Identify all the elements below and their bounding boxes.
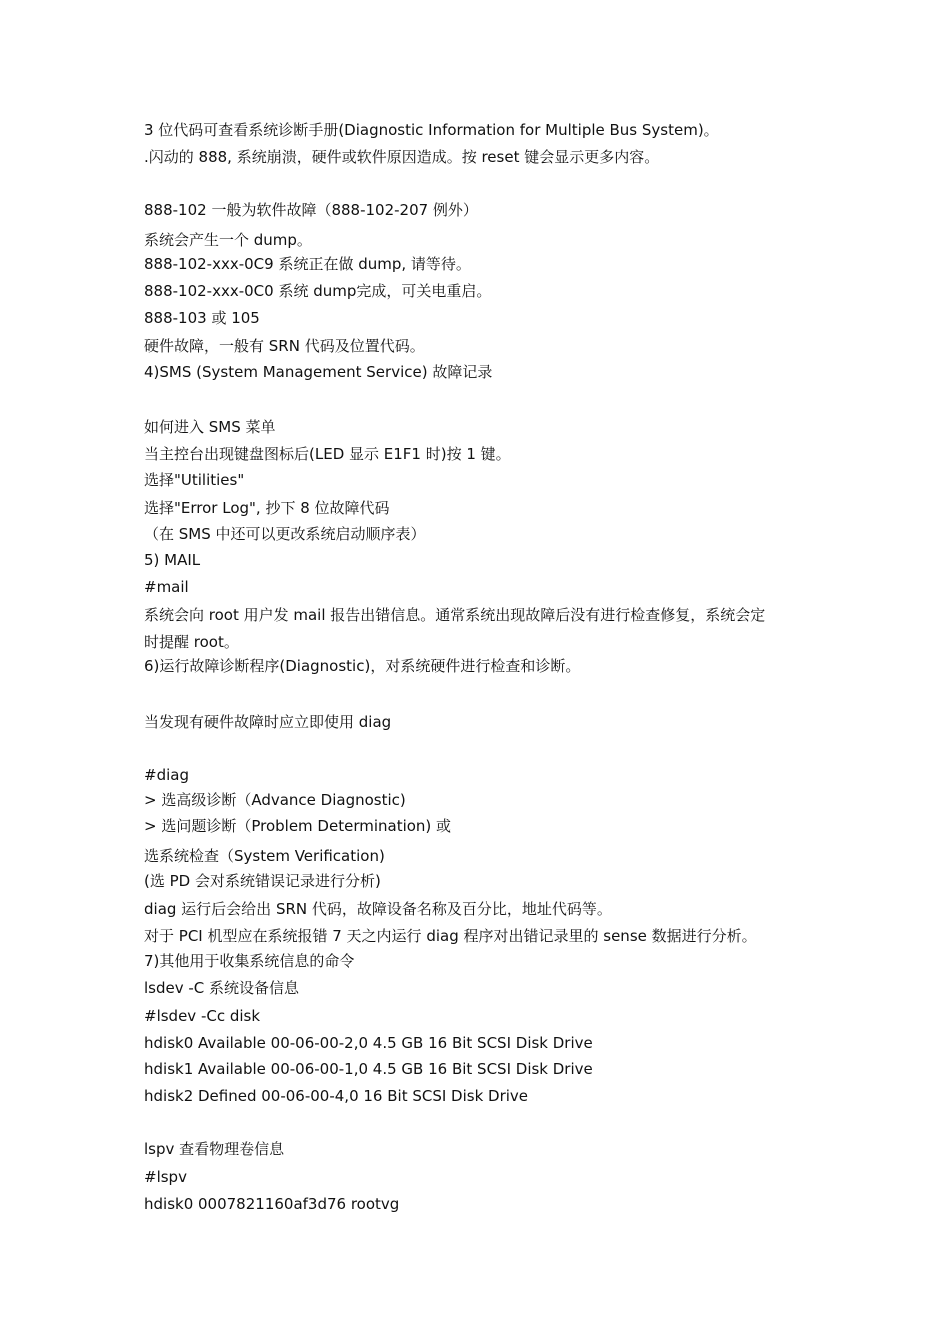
text-line: lsdev -C 系统设备信息 (144, 979, 300, 997)
text-line: (选 PD 会对系统错误记录进行分析) (144, 872, 381, 890)
text-line: 888-102-xxx-0C0 系统 dump完成，可关电重启。 (144, 282, 492, 300)
text-line: 选择"Error Log", 抄下 8 位故障代码 (144, 499, 390, 517)
text-line: 7)其他用于收集系统信息的命令 (144, 952, 355, 970)
text-line: diag 运行后会给出 SRN 代码，故障设备名称及百分比，地址代码等。 (144, 900, 612, 918)
text-line: 当发现有硬件故障时应立即使用 diag (144, 713, 392, 731)
text-line: #lsdev -Cc disk (144, 1007, 261, 1025)
text-line: 时提醒 root。 (144, 633, 239, 651)
text-line: 888-102-xxx-0C9 系统正在做 dump, 请等待。 (144, 255, 471, 273)
text-line: 888-103 或 105 (144, 309, 260, 327)
text-line: 选系统检查（System Verification) (144, 847, 385, 865)
text-line: 3 位代码可查看系统诊断手册(Diagnostic Information for Multiple Bus System)。 (144, 121, 719, 139)
text-line: 如何进入 SMS 菜单 (144, 418, 276, 436)
text-line: 4)SMS (System Management Service) 故障记录 (144, 363, 493, 381)
text-line: hdisk0 Available 00-06-00-2,0 4.5 GB 16 Bit SCSI Disk Drive (144, 1034, 593, 1052)
text-line: 对于 PCI 机型应在系统报错 7 天之内运行 diag 程序对出错记录里的 sense 数据进行分析。 (144, 927, 757, 945)
text-line: lspv 查看物理卷信息 (144, 1140, 285, 1158)
text-line: hdisk2 Defined 00-06-00-4,0 16 Bit SCSI Disk Drive (144, 1087, 529, 1105)
text-line: hdisk1 Available 00-06-00-1,0 4.5 GB 16 Bit SCSI Disk Drive (144, 1060, 593, 1078)
text-line: 6)运行故障诊断程序(Diagnostic)，对系统硬件进行检查和诊断。 (144, 657, 581, 675)
text-line: #mail (144, 578, 189, 596)
text-line: 5) MAIL (144, 551, 201, 569)
text-line: 当主控台出现键盘图标后(LED 显示 E1F1 时)按 1 键。 (144, 445, 511, 463)
text-line: hdisk0 0007821160af3d76 rootvg (144, 1195, 400, 1213)
text-line: #lspv (144, 1168, 187, 1186)
text-line: .闪动的 888, 系统崩溃，硬件或软件原因造成。按 reset 键会显示更多内容。 (144, 148, 660, 166)
text-line: > 选问题诊断（Problem Determination) 或 (144, 817, 452, 835)
text-line: #diag (144, 766, 189, 784)
text-line: 选择"Utilities" (144, 471, 245, 489)
text-line: （在 SMS 中还可以更改系统启动顺序表） (144, 525, 426, 543)
text-line: 系统会产生一个 dump。 (144, 231, 312, 249)
text-line: > 选高级诊断（Advance Diagnostic) (144, 791, 406, 809)
text-line: 硬件故障，一般有 SRN 代码及位置代码。 (144, 337, 425, 355)
text-line: 888-102 一般为软件故障（888-102-207 例外） (144, 201, 478, 219)
text-line: 系统会向 root 用户发 mail 报告出错信息。通常系统出现故障后没有进行检查修复，系统会定 (144, 606, 766, 624)
